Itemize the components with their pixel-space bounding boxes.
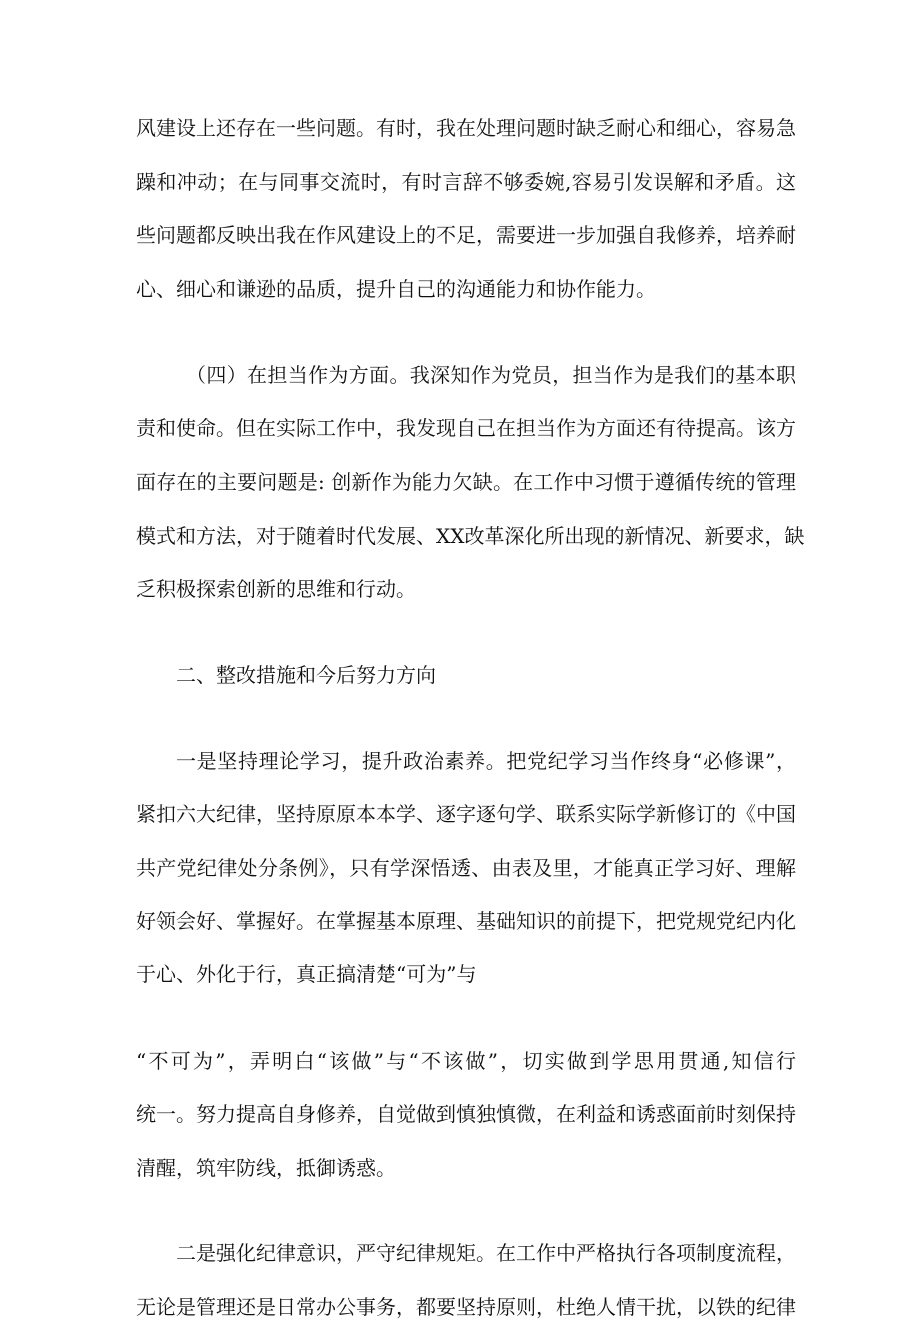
text-line: 责和使命。但在实际工作中，我发现自己在担当作为方面还有待提高。该方 [136,416,796,440]
text-line: 二是强化纪律意识，严守纪律规矩。在工作中严格执行各项制度流程， [176,1241,796,1265]
text-line: 乏积极探索创新的思维和行动。 [136,577,416,601]
text-line: 躁和冲动；在与同事交流时，有时言辞不够委婉,容易引发误解和矛盾。这 [136,170,796,194]
text-line: 于心、外化于行，真正搞清楚“可为”与 [136,962,477,986]
text-line: 清醒，筑牢防线，抵御诱惑。 [136,1156,396,1180]
text-line: （四）在担当作为方面。我深知作为党员，担当作为是我们的基本职 [186,363,796,387]
text-line: “不可为”，弄明白“该做”与“不该做”，切实做到学思用贯通,知信行 [136,1049,796,1073]
text-line: 共产党纪律处分条例》，只有学深悟透、由表及里，才能真正学习好、理解 [136,856,796,880]
text-line: 好领会好、掌握好。在掌握基本原理、基础知识的前提下，把党规党纪内化 [136,909,796,933]
text-line: 一是坚持理论学习，提升政治素养。把党纪学习当作终身“必修课”， [176,749,796,773]
text-line: 心、细心和谦逊的品质，提升自己的沟通能力和协作能力。 [136,277,656,301]
text-line: 面存在的主要问题是: 创新作为能力欠缺。在工作中习惯于遵循传统的管理 [136,470,796,494]
text-line: 紧扣六大纪律，坚持原原本本学、逐字逐句学、联系实际学新修订的《中国 [136,802,796,826]
section-heading: 二、整改措施和今后努力方向 [176,663,436,687]
text-line: 模式和方法，对于随着时代发展、XX改革深化所出现的新情况、新要求，缺 [136,524,805,548]
text-line: 些问题都反映出我在作风建设上的不足，需要进一步加强自我修养，培养耐 [136,223,796,247]
text-line: 无论是管理还是日常办公事务，都要坚持原则，杜绝人情干扰，以铁的纪律 [136,1295,796,1319]
text-line: 风建设上还存在一些问题。有时，我在处理问题时缺乏耐心和细心，容易急 [136,116,796,140]
text-line: 统一。努力提高自身修养，自觉做到慎独慎微，在利益和诱惑面前时刻保持 [136,1102,796,1126]
